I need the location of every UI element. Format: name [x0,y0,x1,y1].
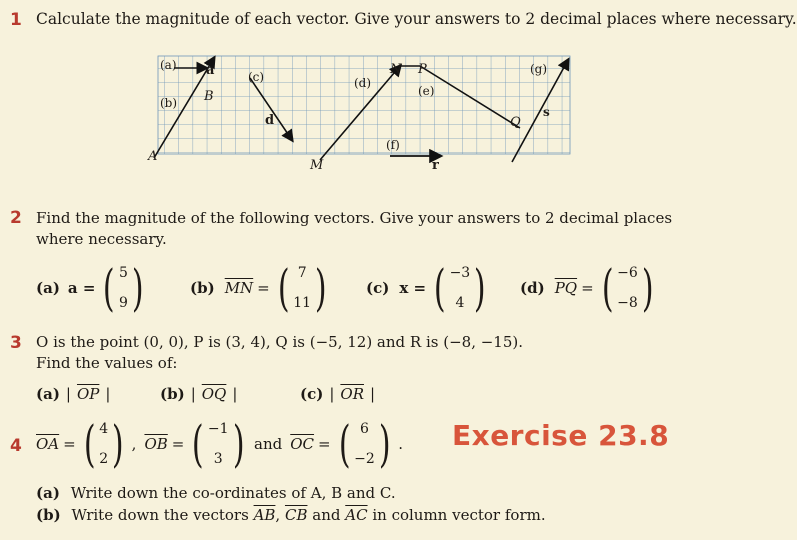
label-point-M: M [310,158,324,173]
q2a-bottom: 9 [118,295,128,311]
q2c-top: −3 [449,265,471,281]
q4-vectors: $\overline{OA}$ = ( 4 2 ) , $\overline{OB}$ = ( −1 3 ) and $\overline{OC}$ = ( 6 −2 ) . [36,415,404,473]
q1-text: Calculate the magnitude of each vector. Give your answers to 2 decimal places where necessary. [36,10,797,28]
q2c-item [366,259,490,317]
label-point-A: A [148,149,158,164]
q4b-v2: $\overline{CB}$ [284,506,308,524]
q4-ob-bottom: 3 [213,451,223,467]
vector-grid-diagram [150,54,580,174]
q2c-column-vector: ( −3 4 ) [433,259,486,317]
label-s-vector: s [543,105,550,119]
q4-ob-top: −1 [207,421,229,437]
q2-number: 2 [10,208,22,228]
q4b-v1: $\overline{AB}$ [253,506,276,524]
q4-oa-name: $\overline{OA}$ [36,435,60,453]
label-point-P: P [418,62,427,77]
q3a-part: (a) [36,385,60,403]
q2a-name: a = [67,279,96,297]
q2d-bottom: −8 [617,295,638,311]
q4a-item [36,484,396,502]
label-g-part: (g) [530,62,548,76]
q3c-name: $\overline{OR}$ [340,385,364,403]
q4-ob-vector: ( −1 3 ) [192,415,245,473]
label-a-vector: a [206,63,215,78]
q4b-part: (b) [36,506,61,524]
q4b-item: (b) Write down the vectors $\overline{AB}$, $\overline{CB}$ and $\overline{AC}$ in column vector form. [36,506,546,524]
q3b-part: (b) [160,385,185,403]
q2a-part: (a) [36,279,60,297]
label-point-Q: Q [510,115,521,130]
q4a-part: (a) [36,484,60,502]
q2a-top: 5 [118,265,128,281]
q4b-mid: and [312,506,341,524]
q2d-part: (d) [520,279,545,297]
label-b-part: (b) [160,96,178,110]
label-point-B: B [204,89,214,104]
q2-text: Find the magnitude of the following vectors. Give your answers to 2 decimal places where necessary. [36,209,673,248]
q4-oa-bottom: 2 [99,451,109,467]
q2b-bottom: 11 [293,295,312,311]
label-d-vector: d [265,113,275,128]
q2b-top: 7 [297,265,307,281]
label-f-part: (f) [386,138,400,152]
q4-oc-name: $\overline{OC}$ [290,435,315,453]
q2a-column-vector: ( 5 9 ) [103,259,144,317]
q3b-item: (b) | $\overline{OQ}$ | [160,385,238,403]
q4-and: and [254,435,283,453]
q4-oa-vector: ( 4 2 ) [83,415,124,473]
q2b-name: $\overline{MN}$ [224,279,254,297]
q3b-name: $\overline{OQ}$ [201,385,227,403]
exercise-heading: Exercise 23.8 [452,419,670,452]
q2b-item [190,259,331,317]
q2c-name: x = [399,279,427,297]
q2d-name: $\overline{PQ}$ [554,279,578,297]
q2d-top: −6 [617,265,638,281]
q4b-text-pre: Write down the vectors [71,506,249,524]
q2b-eq: = [257,279,270,297]
label-e-part: (e) [418,84,435,98]
q2c-bottom: 4 [455,295,465,311]
q2a-item [36,259,147,317]
q4-ob-name: $\overline{OB}$ [144,435,168,453]
label-r-vector: r [432,158,439,173]
label-c-part: (c) [248,70,265,84]
q2d-eq: = [581,279,594,297]
q3-text: O is the point (0, 0), P is (3, 4), Q is (−5, 12) and R is (−8, −15). [36,333,524,351]
q3c-part: (c) [300,385,324,403]
q4-oc-vector: ( 6 −2 ) [338,415,391,473]
q3c-item: (c) | $\overline{OR}$ | [300,385,376,403]
q4b-v3: $\overline{AC}$ [345,506,368,524]
q4-oc-bottom: −2 [354,451,375,467]
label-point-N: N [390,62,402,77]
q1-number: 1 [10,10,22,30]
q3a-item: (a) | $\overline{OP}$ | [36,385,111,403]
q4-number: 4 [10,436,22,456]
q4-oc-top: 6 [359,421,369,437]
q2b-column-vector: ( 7 11 ) [277,259,327,317]
label-a-part: (a) [160,58,177,72]
q2c-part: (c) [366,279,390,297]
q4b-text-post: in column vector form. [372,506,546,524]
q3a-name: $\overline{OP}$ [76,385,100,403]
grid-background [158,56,570,154]
q3-text2: Find the values of: [36,354,178,372]
q2d-item [520,259,657,317]
q4-oa-top: 4 [99,421,109,437]
q3-number: 3 [10,333,22,353]
label-d-part: (d) [354,76,372,90]
q4a-text: Write down the co-ordinates of A, B and C. [70,484,396,502]
q2d-column-vector: ( −6 −8 ) [601,259,654,317]
q2b-part: (b) [190,279,215,297]
